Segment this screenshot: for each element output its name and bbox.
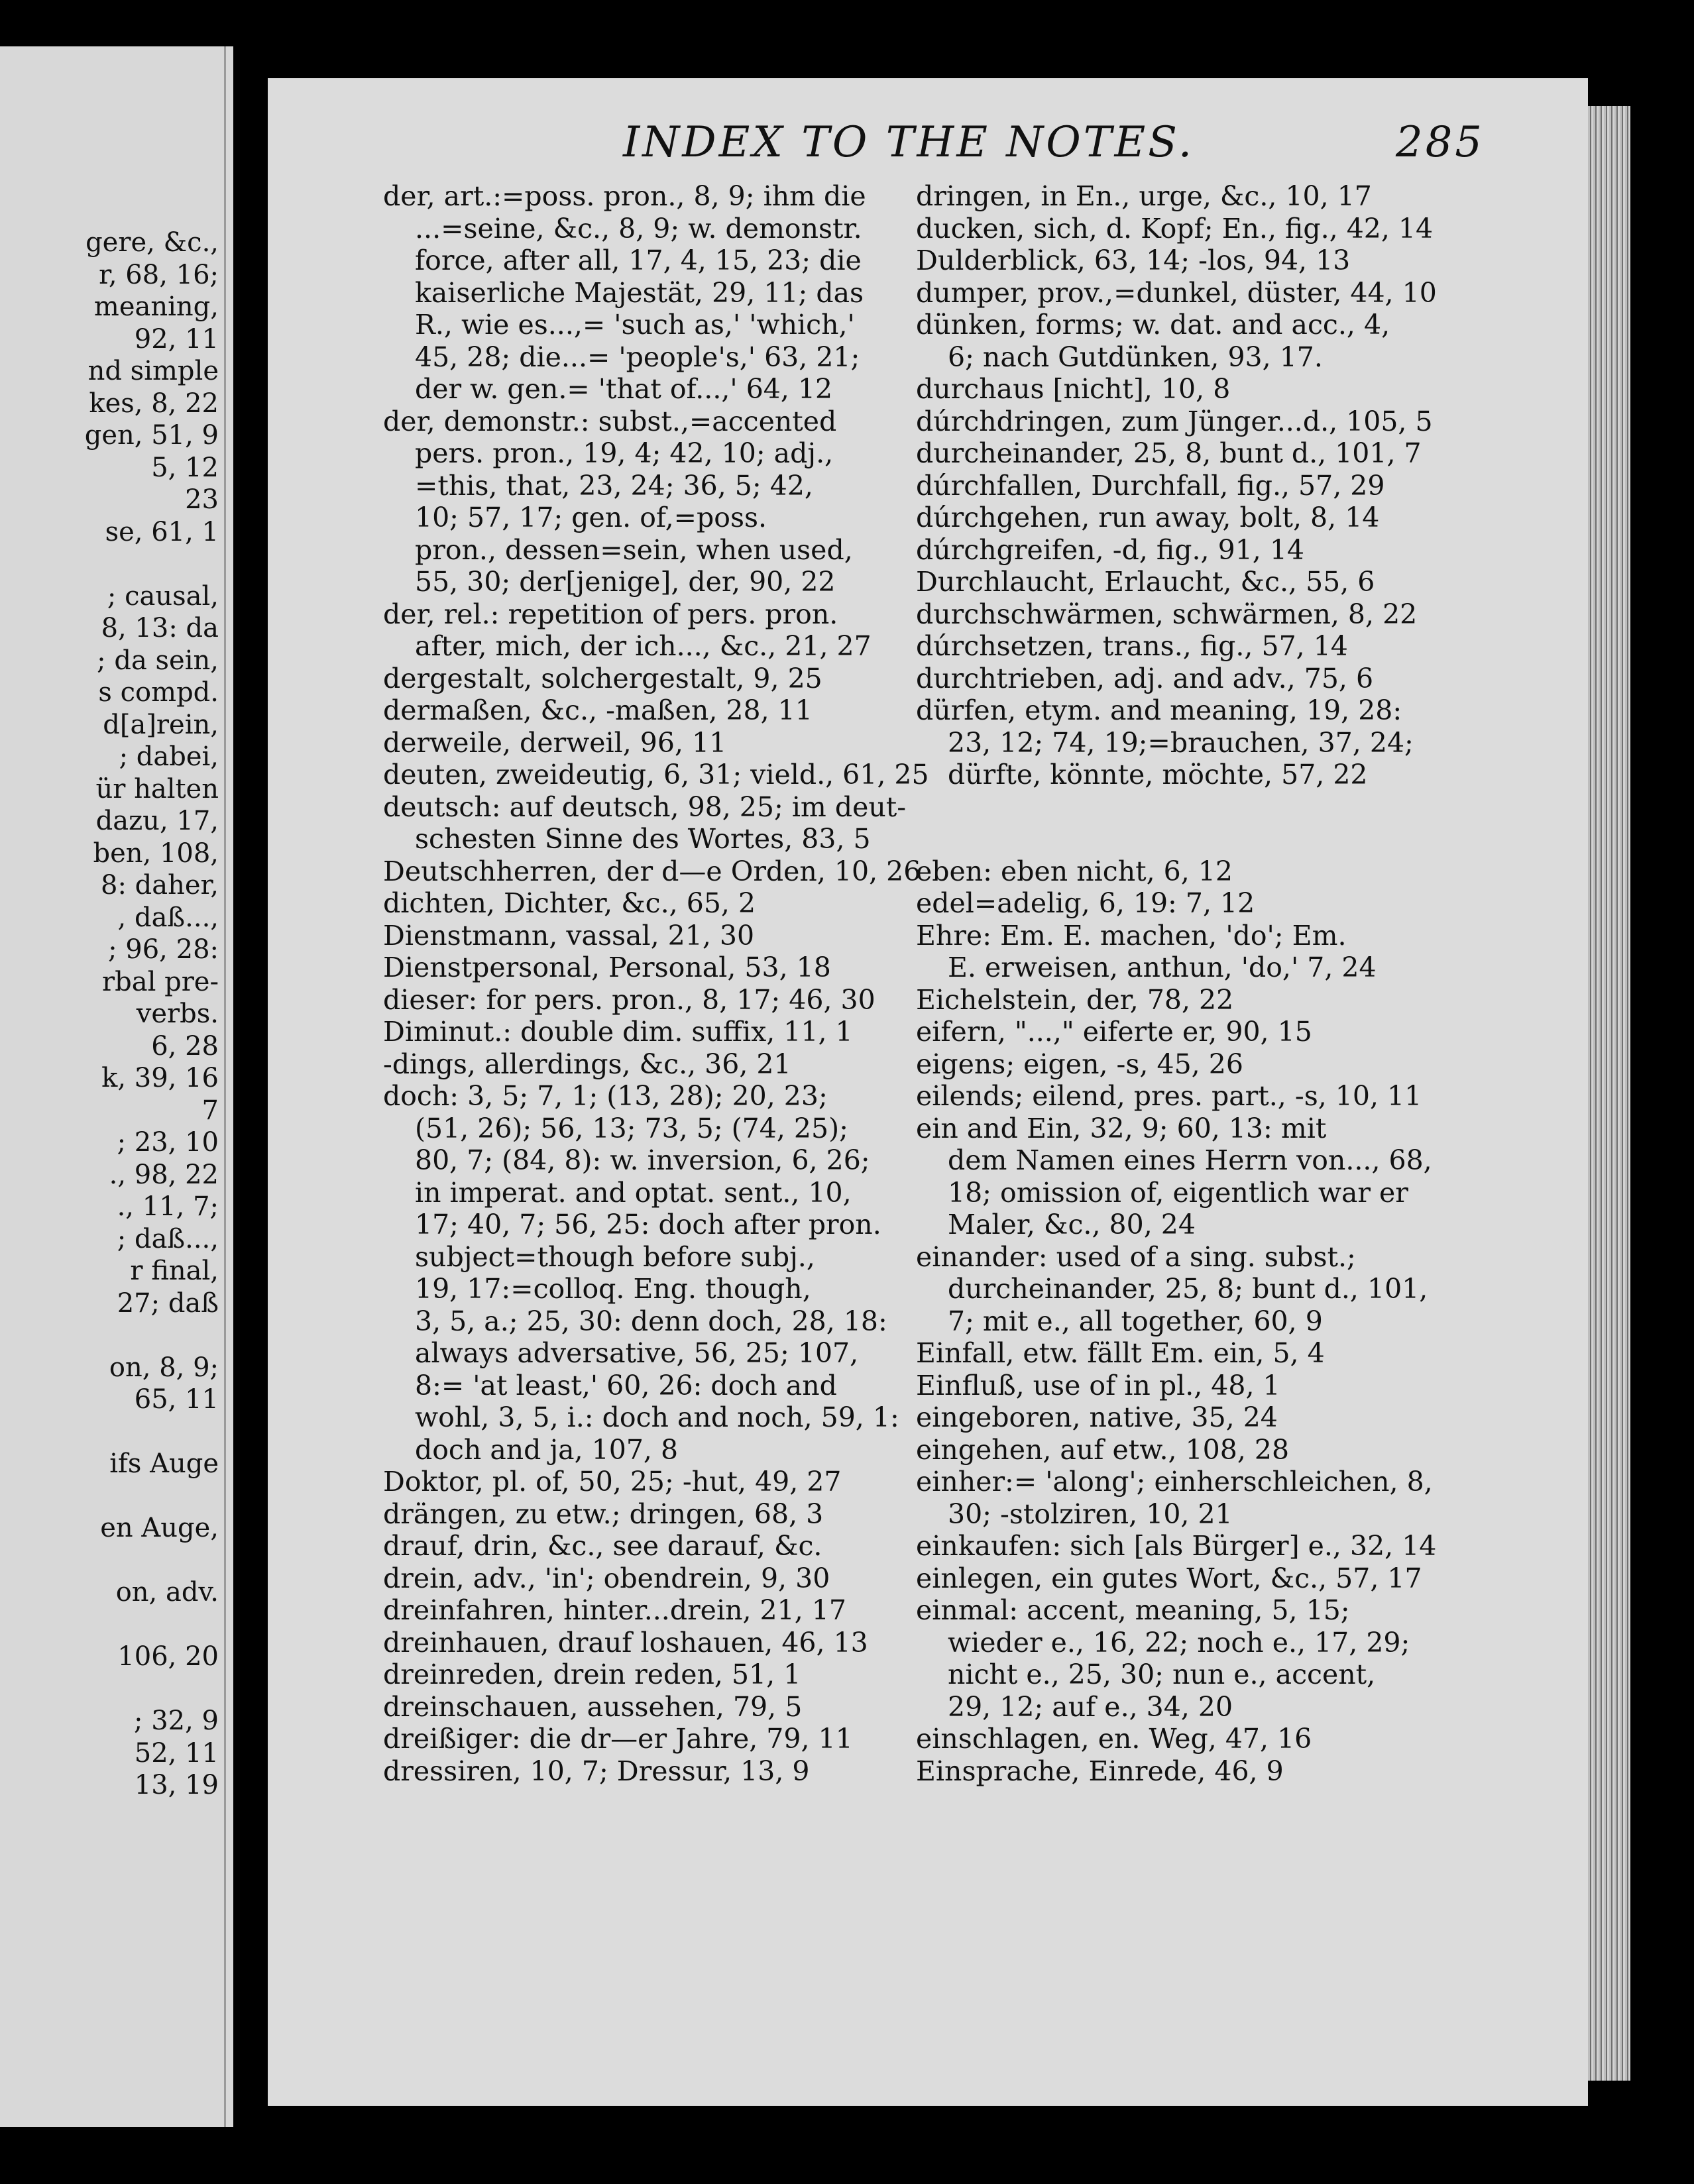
index-entry bbox=[916, 1048, 1420, 1081]
index-entry-headline: deuten, zweideutig, 6, 31; vield., 61, 25 bbox=[383, 759, 929, 791]
index-entry-headline: eigens; eigen, -s, 45, 26 bbox=[916, 1048, 1243, 1080]
left-page-line bbox=[0, 1416, 219, 1448]
index-entry-headline: einmal: accent, meaning, 5, 15; bbox=[916, 1594, 1350, 1626]
index-entry-continuation: 18; omission of, eigentlich war er bbox=[948, 1176, 1408, 1209]
index-entry bbox=[383, 887, 887, 920]
left-page-line bbox=[0, 1480, 219, 1513]
left-page-line: ; 96, 28: bbox=[108, 934, 219, 965]
index-entry-continuation: pron., dessen=sein, when used, bbox=[415, 533, 853, 566]
index-entry-headline: dürfen, etym. and meaning, 19, 28: bbox=[916, 694, 1402, 726]
left-page-line: ; 23, 10 bbox=[117, 1127, 219, 1158]
index-entry bbox=[916, 1466, 1433, 1530]
left-page-line: 52, 11 bbox=[134, 1737, 219, 1769]
index-entry bbox=[916, 276, 1437, 309]
left-page-line bbox=[0, 548, 219, 580]
index-entry-headline: Deutschherren, der d—e Orden, 10, 26 bbox=[383, 855, 921, 887]
index-entry-headline: Diminut.: double dim. suffix, 11, 1 bbox=[383, 1016, 853, 1048]
index-entry bbox=[916, 1594, 1420, 1723]
index-entry-continuation: dem Namen eines Herrn von..., 68, bbox=[948, 1144, 1432, 1176]
index-entry-continuation: force, after all, 17, 4, 15, 23; die bbox=[415, 245, 862, 276]
left-page-line: kes, 8, 22 bbox=[89, 388, 219, 419]
index-entry-headline: dergestalt, solchergestalt, 9, 25 bbox=[383, 662, 822, 694]
index-entry-headline: derweile, derweil, 96, 11 bbox=[383, 726, 727, 759]
index-entry-continuation: 30; -stolziren, 10, 21 bbox=[948, 1498, 1233, 1530]
index-entry-headline: dúrchgreifen, -d, fig., 91, 14 bbox=[916, 533, 1305, 566]
index-entry bbox=[916, 502, 1420, 534]
index-entry bbox=[916, 437, 1420, 470]
left-page-text bbox=[0, 227, 219, 1802]
left-page-line: 92, 11 bbox=[134, 323, 219, 355]
index-entry-headline: drein, adv., 'in'; obendrein, 9, 30 bbox=[383, 1562, 830, 1594]
index-entry-headline: einander: used of a sing. subst.; bbox=[916, 1240, 1356, 1273]
index-column-2 bbox=[916, 180, 1437, 1787]
left-page-line: , daß..., bbox=[117, 902, 219, 933]
page-gutter-line bbox=[224, 46, 226, 2127]
left-page-line: 8, 13: da bbox=[101, 613, 219, 643]
index-entry bbox=[383, 598, 887, 663]
left-page-line: d[a]rein, bbox=[103, 709, 219, 740]
letter-section-gap bbox=[916, 791, 1420, 855]
index-entry bbox=[383, 1530, 887, 1562]
left-page-line: 65, 11 bbox=[134, 1384, 219, 1415]
index-entry-headline: Dienstmann, vassal, 21, 30 bbox=[383, 919, 755, 952]
index-entry-headline: eingeboren, native, 35, 24 bbox=[916, 1401, 1278, 1433]
index-entry-continuation: der w. gen.= 'that of...,' 64, 12 bbox=[415, 373, 833, 405]
index-entry-continuation: R., wie es...,= 'such as,' 'which,' bbox=[415, 309, 855, 341]
index-entry-headline: durchaus [nicht], 10, 8 bbox=[916, 373, 1231, 405]
index-entry-headline: der, art.:=poss. pron., 8, 9; ihm die bbox=[383, 180, 866, 212]
index-entry bbox=[916, 373, 1420, 406]
index-entry bbox=[916, 855, 1420, 888]
left-page-line: ben, 108, bbox=[93, 838, 219, 869]
left-page-line: ; da sein, bbox=[97, 645, 219, 676]
index-entry bbox=[916, 1080, 1420, 1113]
index-entry bbox=[383, 984, 887, 1016]
index-entry bbox=[916, 694, 1420, 791]
index-entry-headline: einkaufen: sich [als Bürger] e., 32, 14 bbox=[916, 1530, 1437, 1562]
index-entry-headline: dreinhauen, drauf loshauen, 46, 13 bbox=[383, 1626, 868, 1659]
index-entry-headline: Doktor, pl. of, 50, 25; -hut, 49, 27 bbox=[383, 1466, 842, 1498]
index-entry-continuation: 17; 40, 7; 56, 25: doch after pron. bbox=[415, 1209, 881, 1240]
index-entry-headline: dreinschauen, aussehen, 79, 5 bbox=[383, 1690, 803, 1723]
page-number: 285 bbox=[1395, 118, 1485, 167]
index-entry-headline: einher:= 'along'; einherschleichen, 8, bbox=[916, 1466, 1433, 1498]
index-entry-headline: durcheinander, 25, 8, bunt d., 101, 7 bbox=[916, 437, 1422, 469]
index-entry bbox=[916, 245, 1420, 277]
left-page-line: r final, bbox=[130, 1256, 219, 1286]
index-entry bbox=[916, 309, 1420, 373]
index-entry bbox=[383, 791, 907, 855]
index-entry-continuation: after, mich, der ich..., &c., 21, 27 bbox=[415, 630, 872, 662]
index-entry bbox=[383, 952, 887, 984]
index-entry-headline: edel=adelig, 6, 19: 7, 12 bbox=[916, 887, 1255, 919]
index-entry bbox=[916, 180, 1420, 213]
left-page-line: 5, 12 bbox=[151, 452, 219, 483]
index-entry-headline: eben: eben nicht, 6, 12 bbox=[916, 855, 1233, 887]
index-entry bbox=[916, 1337, 1420, 1370]
index-entry-headline: Dienstpersonal, Personal, 53, 18 bbox=[383, 952, 831, 983]
index-entry-headline: ducken, sich, d. Kopf; En., fig., 42, 14 bbox=[916, 212, 1434, 245]
index-entry-headline: dúrchfallen, Durchfall, fig., 57, 29 bbox=[916, 469, 1385, 502]
index-entry-continuation: Maler, &c., 80, 24 bbox=[948, 1209, 1196, 1240]
index-entry-headline: einschlagen, en. Weg, 47, 16 bbox=[916, 1723, 1312, 1755]
index-entry-continuation: 8:= 'at least,' 60, 26: doch and bbox=[415, 1369, 837, 1401]
index-entry bbox=[916, 1530, 1437, 1562]
index-entry bbox=[916, 212, 1434, 245]
header-title: INDEX TO THE NOTES. bbox=[623, 118, 1195, 167]
left-page-fragment bbox=[0, 46, 233, 2127]
running-header bbox=[623, 118, 1485, 178]
index-entry-headline: doch: 3, 5; 7, 1; (13, 28); 20, 23; bbox=[383, 1080, 828, 1112]
index-column-1 bbox=[383, 180, 929, 1787]
index-entry-continuation: subject=though before subj., bbox=[415, 1240, 815, 1273]
left-page-line bbox=[0, 1609, 219, 1641]
index-entry-headline: Einfluß, use of in pl., 48, 1 bbox=[916, 1369, 1280, 1401]
index-entry bbox=[383, 1627, 887, 1659]
index-entry-headline: Einsprache, Einrede, 46, 9 bbox=[916, 1755, 1284, 1787]
left-page-line bbox=[0, 1673, 219, 1706]
index-entry bbox=[383, 663, 887, 695]
index-entry-continuation: 23, 12; 74, 19;=brauchen, 37, 24; bbox=[948, 726, 1414, 759]
index-entry-continuation: doch and ja, 107, 8 bbox=[415, 1433, 679, 1466]
index-entry-headline: dreinreden, drein reden, 51, 1 bbox=[383, 1659, 801, 1690]
left-page-line: ., 11, 7; bbox=[117, 1191, 219, 1222]
index-entry-continuation: 55, 30; der[jenige], der, 90, 22 bbox=[415, 566, 836, 598]
left-page-line: on, 8, 9; bbox=[109, 1352, 219, 1383]
index-entry-headline: deutsch: auf deutsch, 98, 25; im deut- bbox=[383, 791, 907, 823]
left-page-line: r, 68, 16; bbox=[99, 259, 219, 290]
index-entry bbox=[383, 1755, 887, 1788]
index-entry bbox=[916, 984, 1420, 1016]
index-entry bbox=[916, 920, 1420, 984]
left-page-line: ür halten bbox=[95, 773, 219, 804]
index-entry-continuation: in imperat. and optat. sent., 10, bbox=[415, 1176, 852, 1209]
index-entry-continuation: nicht e., 25, 30; nun e., accent, bbox=[948, 1659, 1376, 1690]
index-entry bbox=[383, 694, 887, 727]
left-page-line: ifs Auge bbox=[109, 1448, 219, 1479]
index-entry-continuation: (51, 26); 56, 13; 73, 5; (74, 25); bbox=[415, 1112, 848, 1144]
index-entry-headline: eingehen, auf etw., 108, 28 bbox=[916, 1433, 1290, 1466]
index-entry-headline: dúrchdringen, zum Jünger...d., 105, 5 bbox=[916, 405, 1433, 437]
index-entry-headline: der, demonstr.: subst.,=accented bbox=[383, 405, 837, 437]
index-entry bbox=[916, 1755, 1420, 1788]
left-page-line: en Auge, bbox=[100, 1513, 219, 1543]
index-entry bbox=[916, 566, 1420, 598]
index-entry bbox=[383, 1048, 887, 1081]
index-entry-continuation: 6; nach Gutdünken, 93, 17. bbox=[948, 341, 1323, 373]
left-page-line: dazu, 17, bbox=[95, 806, 219, 836]
index-entry-headline: Dulderblick, 63, 14; -los, 94, 13 bbox=[916, 245, 1351, 276]
index-entry-headline: Eichelstein, der, 78, 22 bbox=[916, 983, 1234, 1016]
index-entry bbox=[916, 1240, 1428, 1338]
left-page-line: 23 bbox=[185, 484, 219, 515]
index-entry-headline: Durchlaucht, Erlaucht, &c., 55, 6 bbox=[916, 566, 1375, 598]
index-entry-headline: dreißiger: die dr—er Jahre, 79, 11 bbox=[383, 1723, 853, 1755]
left-page-line: se, 61, 1 bbox=[105, 516, 219, 547]
index-entry-continuation: 45, 28; die...= 'people's,' 63, 21; bbox=[415, 341, 860, 373]
left-page-line: 106, 20 bbox=[117, 1641, 219, 1672]
left-page-line: 7 bbox=[201, 1095, 219, 1126]
left-page-line: meaning, bbox=[93, 292, 219, 322]
left-page-line: 13, 19 bbox=[134, 1770, 219, 1800]
left-page-line: ; causal, bbox=[107, 580, 219, 612]
index-entry bbox=[383, 1691, 887, 1723]
index-entry-continuation: ...=seine, &c., 8, 9; w. demonstr. bbox=[415, 212, 862, 245]
left-page-line bbox=[0, 1319, 219, 1352]
index-entry bbox=[916, 1370, 1420, 1402]
index-entry bbox=[383, 406, 887, 598]
index-entry-headline: dreinfahren, hinter...drein, 21, 17 bbox=[383, 1594, 846, 1626]
index-entry-continuation: 19, 17:=colloq. Eng. though, bbox=[415, 1273, 811, 1305]
index-entry-headline: dumper, prov.,=dunkel, düster, 44, 10 bbox=[916, 276, 1437, 309]
left-page-line: ; daß..., bbox=[117, 1223, 219, 1254]
index-entry-headline: Einfall, etw. fällt Em. ein, 5, 4 bbox=[916, 1337, 1325, 1369]
index-entry bbox=[383, 1562, 887, 1595]
index-entry bbox=[916, 1562, 1420, 1595]
left-page-line: gere, &c., bbox=[85, 227, 219, 258]
index-entry bbox=[916, 534, 1420, 567]
left-page-line: ; 32, 9 bbox=[134, 1706, 219, 1736]
left-page-line: ., 98, 22 bbox=[109, 1159, 219, 1190]
index-entry bbox=[383, 1016, 887, 1048]
index-entry-headline: ein and Ein, 32, 9; 60, 13: mit bbox=[916, 1112, 1327, 1144]
index-entry-headline: einlegen, ein gutes Wort, &c., 57, 17 bbox=[916, 1562, 1422, 1594]
index-entry bbox=[916, 887, 1420, 920]
index-entry-continuation: schesten Sinne des Wortes, 83, 5 bbox=[415, 823, 871, 855]
left-page-line: gen, 51, 9 bbox=[84, 420, 219, 451]
index-entry-headline: eifern, "...," eiferte er, 90, 15 bbox=[916, 1016, 1312, 1048]
left-page-line bbox=[0, 1545, 219, 1577]
index-entry bbox=[383, 855, 921, 888]
left-page-line: s compd. bbox=[98, 677, 219, 708]
index-entry-continuation: always adversative, 56, 25; 107, bbox=[415, 1337, 859, 1369]
left-page-line: verbs. bbox=[136, 999, 219, 1029]
index-entry-headline: eilends; eilend, pres. part., -s, 10, 11 bbox=[916, 1080, 1422, 1112]
index-entry-headline: drauf, drin, &c., see darauf, &c. bbox=[383, 1530, 822, 1562]
index-entry-headline: dichten, Dichter, &c., 65, 2 bbox=[383, 887, 756, 919]
index-entry-continuation: 7; mit e., all together, 60, 9 bbox=[948, 1305, 1323, 1337]
index-entry-continuation: =this, that, 23, 24; 36, 5; 42, bbox=[415, 469, 813, 502]
index-entry bbox=[383, 1659, 887, 1691]
index-entry bbox=[383, 1723, 887, 1755]
index-entry bbox=[916, 663, 1420, 695]
index-entry bbox=[916, 1434, 1420, 1466]
index-entry bbox=[383, 1594, 887, 1627]
index-entry bbox=[383, 759, 929, 791]
index-entry-continuation: 10; 57, 17; gen. of,=poss. bbox=[415, 502, 767, 533]
index-entry-continuation: kaiserliche Majestät, 29, 11; das bbox=[415, 276, 864, 309]
index-entry bbox=[383, 727, 887, 759]
index-entry bbox=[916, 1112, 1432, 1241]
index-entry-headline: dressiren, 10, 7; Dressur, 13, 9 bbox=[383, 1755, 810, 1787]
index-entry bbox=[383, 920, 887, 952]
index-entry-continuation: wieder e., 16, 22; noch e., 17, 29; bbox=[948, 1626, 1410, 1659]
index-entry-continuation: E. erweisen, anthun, 'do,' 7, 24 bbox=[948, 952, 1377, 983]
index-entry bbox=[383, 1466, 887, 1498]
index-entry-headline: dúrchgehen, run away, bolt, 8, 14 bbox=[916, 502, 1380, 533]
left-page-line: nd simple bbox=[87, 356, 219, 386]
left-page-line: 8: daher, bbox=[101, 870, 219, 901]
index-entry-continuation: wohl, 3, 5, i.: doch and noch, 59, 1: bbox=[415, 1401, 899, 1433]
left-page-line: 27; daß bbox=[117, 1287, 219, 1319]
index-entry bbox=[916, 1016, 1420, 1048]
index-entry-continuation: 80, 7; (84, 8): w. inversion, 6, 26; bbox=[415, 1144, 870, 1176]
index-entry-headline: dieser: for pers. pron., 8, 17; 46, 30 bbox=[383, 983, 875, 1016]
index-entry-headline: durchschwärmen, schwärmen, 8, 22 bbox=[916, 598, 1418, 630]
index-entry bbox=[916, 405, 1433, 438]
index-entry-headline: dermaßen, &c., -maßen, 28, 11 bbox=[383, 694, 813, 726]
index-entry bbox=[916, 1723, 1420, 1755]
index-entry-continuation: dürfte, könnte, möchte, 57, 22 bbox=[948, 759, 1368, 791]
index-entry-continuation: durcheinander, 25, 8; bunt d., 101, bbox=[948, 1273, 1428, 1305]
index-entry-headline: drängen, zu etw.; dringen, 68, 3 bbox=[383, 1498, 824, 1530]
index-entry-headline: durchtrieben, adj. and adv., 75, 6 bbox=[916, 662, 1374, 694]
index-entry-headline: Ehre: Em. E. machen, 'do'; Em. bbox=[916, 919, 1347, 952]
index-entry-headline: -dings, allerdings, &c., 36, 21 bbox=[383, 1048, 791, 1080]
index-entry-headline: der, rel.: repetition of pers. pron. bbox=[383, 598, 838, 630]
left-page-line: 6, 28 bbox=[151, 1030, 219, 1062]
index-entry bbox=[916, 1401, 1420, 1434]
index-entry bbox=[383, 1498, 887, 1531]
left-page-line: on, adv. bbox=[115, 1577, 219, 1608]
index-entry bbox=[916, 630, 1420, 663]
index-entry-continuation: pers. pron., 19, 4; 42, 10; adj., bbox=[415, 437, 834, 469]
index-entry-headline: dringen, in En., urge, &c., 10, 17 bbox=[916, 180, 1372, 212]
index-entry bbox=[916, 598, 1420, 631]
index-entry-headline: dünken, forms; w. dat. and acc., 4, bbox=[916, 309, 1390, 341]
left-page-line: rbal pre- bbox=[102, 966, 219, 997]
index-entry bbox=[383, 1080, 899, 1466]
left-page-line: k, 39, 16 bbox=[101, 1063, 219, 1093]
left-page-line: ; dabei, bbox=[119, 741, 219, 772]
index-entry bbox=[916, 470, 1420, 502]
index-entry-continuation: 29, 12; auf e., 34, 20 bbox=[948, 1690, 1233, 1723]
index-entry bbox=[383, 180, 887, 406]
index-entry-headline: dúrchsetzen, trans., fig., 57, 14 bbox=[916, 630, 1348, 662]
index-entry-continuation: 3, 5, a.; 25, 30: denn doch, 28, 18: bbox=[415, 1305, 887, 1337]
page-edges-shadow bbox=[1630, 99, 1694, 2184]
page-edges bbox=[1588, 106, 1630, 2081]
